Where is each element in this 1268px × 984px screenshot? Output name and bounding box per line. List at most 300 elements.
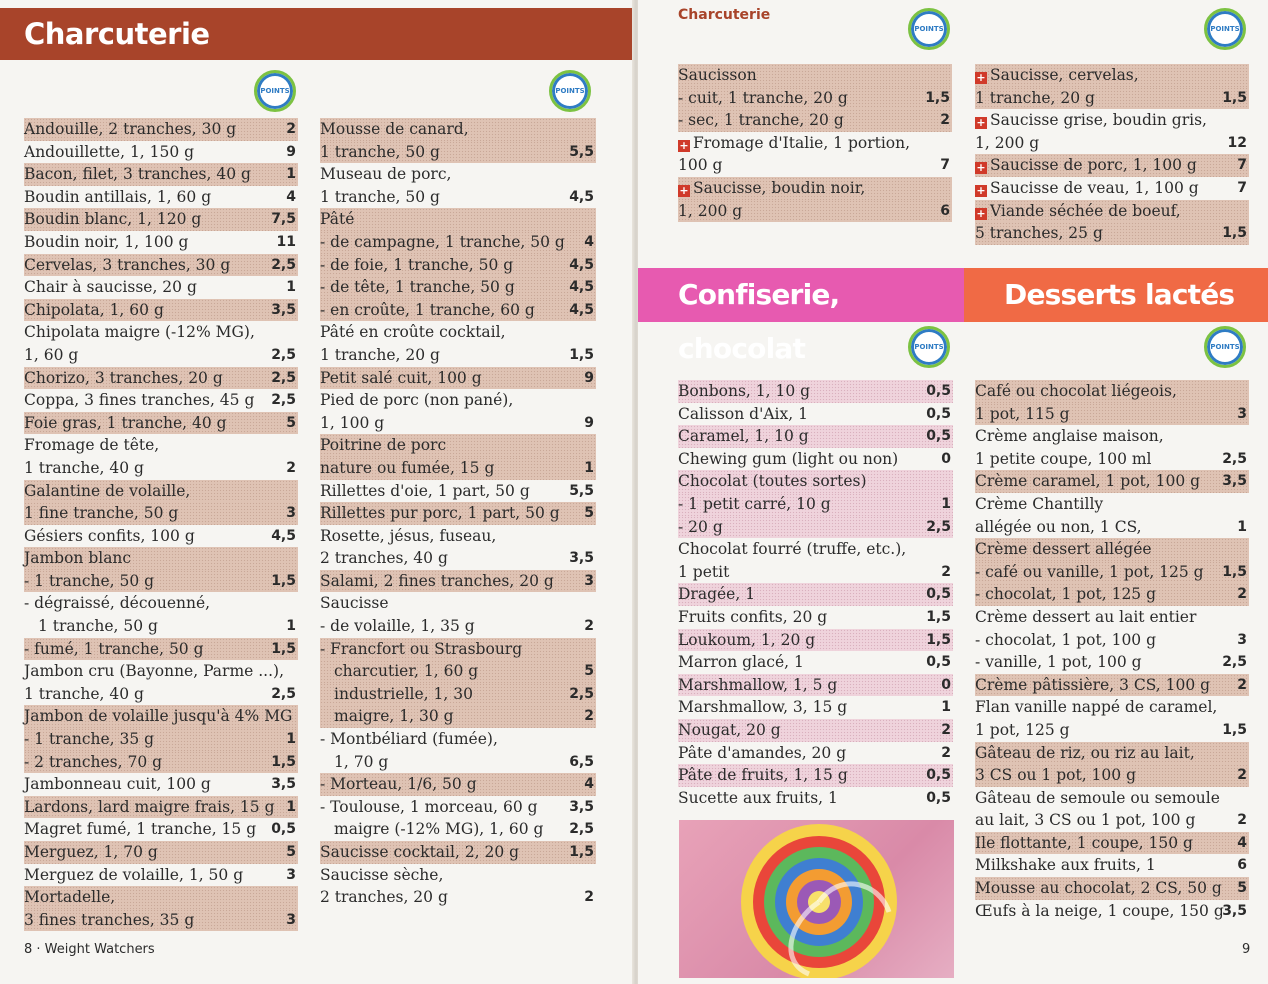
- item-label: [24, 344, 78, 367]
- list-item: [678, 651, 953, 674]
- list-item: [24, 186, 298, 209]
- item-label: [678, 764, 848, 787]
- item-text: 2 tranches, 20 g: [320, 888, 448, 907]
- points-value: 2,5: [1222, 450, 1247, 467]
- points-value: 3,5: [1222, 902, 1247, 919]
- list-item: [975, 403, 1249, 426]
- item-text: Flan vanille nappé de caramel,: [975, 698, 1218, 717]
- item-label: [678, 448, 898, 471]
- list-item: [975, 629, 1249, 652]
- item-text: Chipolata, 1, 60 g: [24, 300, 164, 319]
- item-label: [678, 674, 837, 697]
- item-text: Crème dessert au lait entier: [975, 607, 1197, 626]
- list-item: [678, 493, 953, 516]
- list-item: [678, 629, 953, 652]
- list-item: [320, 208, 596, 231]
- swiss-cross-icon: +: [679, 183, 689, 197]
- list-item: [320, 186, 596, 209]
- points-value: 1: [286, 279, 296, 296]
- item-text: - Montbéliard (fumée),: [320, 730, 498, 749]
- item-label: [678, 200, 742, 223]
- item-label: [975, 629, 1156, 652]
- list-item: [24, 276, 298, 299]
- list-item: [320, 886, 596, 909]
- item-label: [320, 841, 519, 864]
- points-value: 2,5: [271, 256, 296, 273]
- item-text: Saucisse, cervelas,: [990, 66, 1139, 84]
- page-folio: 9: [1242, 942, 1251, 957]
- item-text: 3 fines tranches, 35 g: [24, 910, 195, 929]
- item-label: [975, 764, 1136, 787]
- points-logo-icon: [549, 70, 591, 112]
- list-item: [24, 254, 298, 277]
- points-value: 2: [584, 618, 594, 635]
- points-value: 0,5: [926, 405, 951, 422]
- points-value: 2: [941, 721, 951, 738]
- points-value: 6,5: [569, 753, 594, 770]
- item-label: [975, 854, 1156, 877]
- item-label: [320, 525, 496, 548]
- item-label: [975, 561, 1204, 584]
- item-label: [678, 380, 810, 403]
- list-item: [678, 583, 953, 606]
- item-text: 1 petite coupe, 100 ml: [975, 449, 1152, 468]
- item-text: Merguez de volaille, 1, 50 g: [24, 865, 244, 884]
- list-item: [320, 434, 596, 457]
- list-item: [24, 728, 298, 751]
- list-item: [320, 344, 596, 367]
- points-value: 11: [276, 233, 296, 250]
- item-label: [320, 254, 513, 277]
- points-value: 3: [1237, 631, 1247, 648]
- points-value: 1,5: [569, 346, 594, 363]
- item-text: - de tête, 1 tranche, 50 g: [320, 278, 515, 297]
- list-item: [320, 502, 596, 525]
- item-text: Pâte d'amandes, 20 g: [678, 743, 847, 762]
- points-value: 4,5: [271, 527, 296, 544]
- item-text: Gâteau de riz, ou riz au lait,: [975, 743, 1195, 762]
- points-value: 4,5: [569, 256, 594, 273]
- list-item: [975, 64, 1249, 87]
- item-text: Jambon cru (Bayonne, Parme ...),: [24, 662, 285, 681]
- item-text: Boudin blanc, 1, 120 g: [24, 210, 202, 229]
- points-value: 0,5: [926, 383, 951, 399]
- list-item: [320, 570, 596, 593]
- list-item: [320, 864, 596, 887]
- food-list-column-2: [320, 118, 596, 909]
- item-label: [975, 516, 1142, 539]
- item-label: [24, 886, 115, 909]
- item-label: [24, 502, 178, 525]
- points-value: 1,5: [1222, 225, 1247, 242]
- list-item: [975, 854, 1249, 877]
- list-item: [975, 448, 1249, 471]
- list-item: [975, 132, 1249, 155]
- item-text: Rillettes pur porc, 1 part, 50 g: [320, 504, 560, 523]
- list-item: [24, 480, 298, 503]
- swiss-cross-icon: +: [976, 161, 986, 175]
- list-item: [24, 570, 298, 593]
- lollipop-photo: [679, 820, 954, 978]
- item-label: [678, 516, 723, 539]
- points-value: 5,5: [569, 143, 594, 160]
- points-value: 5,5: [569, 482, 594, 499]
- points-value: 2: [1237, 767, 1247, 784]
- swiss-cross-icon: +: [679, 138, 689, 152]
- list-item: [24, 592, 298, 615]
- item-text: - 1 tranche, 50 g: [24, 571, 155, 590]
- item-text: Fromage de tête,: [24, 436, 160, 455]
- item-label: [975, 651, 1142, 674]
- item-text: - 1 petit carré, 10 g: [678, 494, 831, 513]
- item-text: Calisson d'Aix, 1: [678, 404, 808, 423]
- points-value: 3: [584, 572, 594, 589]
- item-label: [975, 222, 1103, 245]
- list-item: [320, 705, 596, 728]
- list-item: [975, 696, 1249, 719]
- item-text: Gésiers confits, 100 g: [24, 526, 195, 545]
- item-label: [320, 163, 451, 186]
- item-label: [320, 570, 554, 593]
- logo-label: POINTS: [555, 87, 585, 95]
- item-label: [24, 457, 144, 480]
- item-text: Crème anglaise maison,: [975, 427, 1164, 446]
- item-text: - 1 tranche, 35 g: [24, 730, 155, 749]
- item-label: [320, 434, 446, 457]
- item-text: Salami, 2 fines tranches, 20 g: [320, 571, 554, 590]
- item-label: [320, 141, 440, 164]
- points-value: 2,5: [271, 369, 296, 386]
- list-item: [24, 163, 298, 186]
- list-item: [975, 606, 1249, 629]
- item-label: [24, 773, 211, 796]
- item-label: [24, 412, 227, 435]
- item-text: 1 tranche, 40 g: [24, 684, 144, 703]
- list-item: [320, 457, 596, 480]
- list-item: [24, 208, 298, 231]
- item-text: allégée ou non, 1 CS,: [975, 517, 1142, 536]
- points-value: 2,5: [569, 685, 594, 702]
- item-label: [320, 592, 389, 615]
- item-label: [24, 525, 195, 548]
- list-item: [975, 177, 1249, 200]
- item-text: Mousse au chocolat, 2 CS, 50 g: [975, 879, 1222, 898]
- item-label: [24, 547, 131, 570]
- item-text: Jambonneau cuit, 100 g: [24, 775, 211, 794]
- points-value: 1,5: [926, 608, 951, 625]
- item-label: [678, 403, 808, 426]
- item-text: Crème pâtissière, 3 CS, 100 g: [975, 675, 1211, 694]
- item-text: - de volaille, 1, 35 g: [320, 617, 475, 636]
- item-text: 1 tranche, 40 g: [24, 458, 144, 477]
- item-label: [678, 425, 809, 448]
- item-label: [678, 696, 847, 719]
- item-label: [24, 141, 194, 164]
- item-label: [678, 787, 838, 810]
- list-item: [975, 200, 1249, 223]
- item-text: Chorizo, 3 tranches, 20 g: [24, 368, 223, 387]
- points-value: 3: [1237, 405, 1247, 422]
- list-item: [24, 502, 298, 525]
- item-text: 1 tranche, 50 g: [320, 187, 440, 206]
- item-text: 1, 200 g: [678, 201, 743, 220]
- points-value: 1: [286, 798, 296, 815]
- list-item: [24, 615, 298, 638]
- points-value: 6: [940, 202, 950, 219]
- points-value: 4: [286, 188, 296, 205]
- points-value: 0,5: [926, 428, 951, 445]
- points-value: 0,5: [926, 767, 951, 784]
- item-label: [975, 425, 1164, 448]
- item-label: [24, 163, 251, 186]
- list-item: [975, 764, 1249, 787]
- item-text: Marshmallow, 1, 5 g: [678, 675, 838, 694]
- item-label: [975, 787, 1220, 810]
- item-label: [678, 132, 910, 155]
- item-text: - dégraissé, découenné,: [24, 594, 211, 613]
- item-label: [24, 480, 190, 503]
- item-text: Saucisse grise, boudin gris,: [990, 111, 1207, 130]
- points-value: 1,5: [1222, 563, 1247, 580]
- item-text: - 2 tranches, 70 g: [24, 752, 163, 771]
- item-text: 1 pot, 115 g: [975, 404, 1070, 423]
- list-item: [975, 425, 1249, 448]
- item-label: [975, 200, 1181, 223]
- points-value: 2: [1237, 812, 1247, 829]
- item-label: [678, 719, 781, 742]
- item-text: 1 tranche, 50 g: [38, 617, 158, 636]
- item-label: [975, 154, 1197, 177]
- item-text: Bacon, filet, 3 tranches, 40 g: [24, 165, 251, 184]
- list-item: [24, 231, 298, 254]
- list-item: [678, 606, 953, 629]
- item-text: - en croûte, 1 tranche, 60 g: [320, 300, 535, 319]
- list-item: [24, 773, 298, 796]
- item-label: [320, 502, 560, 525]
- item-text: 1, 100 g: [320, 413, 385, 432]
- points-value: 5: [1237, 880, 1247, 897]
- item-label: [24, 231, 188, 254]
- points-value: 1,5: [569, 844, 594, 860]
- item-text: Chocolat (toutes sortes): [678, 472, 867, 491]
- list-item: [975, 877, 1249, 900]
- points-value: 4,5: [569, 188, 594, 205]
- list-item: [975, 583, 1249, 606]
- item-label: [320, 886, 448, 909]
- item-text: Bonbons, 1, 10 g: [678, 382, 811, 400]
- item-label: [24, 276, 197, 299]
- list-item: [975, 538, 1249, 561]
- points-value: 7,5: [271, 211, 296, 228]
- points-value: 2: [286, 121, 296, 137]
- points-value: 7: [1237, 179, 1247, 196]
- item-text: Loukoum, 1, 20 g: [678, 630, 816, 649]
- item-text: maigre, 1, 30 g: [334, 707, 454, 726]
- points-value: 5: [286, 844, 296, 860]
- list-item: [24, 457, 298, 480]
- points-value: 9: [584, 369, 594, 386]
- list-item: [678, 787, 953, 810]
- list-item: [320, 525, 596, 548]
- list-item: [678, 403, 953, 426]
- item-label: [975, 177, 1199, 200]
- item-label: [24, 909, 194, 932]
- list-item: [24, 638, 298, 661]
- item-label: [320, 457, 494, 480]
- item-text: Chewing gum (light ou non): [678, 449, 899, 468]
- list-item: [24, 434, 298, 457]
- points-value: 2: [584, 889, 594, 906]
- list-item: [975, 742, 1249, 765]
- list-item: [975, 470, 1249, 493]
- item-label: [24, 118, 236, 141]
- item-label: [975, 583, 1156, 606]
- item-label: [320, 118, 469, 141]
- item-label: [678, 583, 755, 606]
- points-value: 3,5: [271, 301, 296, 318]
- item-label: [975, 809, 1195, 832]
- list-item: [975, 651, 1249, 674]
- item-label: [24, 434, 159, 457]
- item-text: Rosette, jésus, fuseau,: [320, 526, 497, 545]
- points-logo-icon: [1204, 326, 1246, 368]
- item-label: [320, 796, 538, 819]
- points-value: 9: [584, 414, 594, 431]
- list-item: [320, 367, 596, 390]
- item-text: Chocolat fourré (truffe, etc.),: [678, 540, 907, 559]
- points-value: 4: [1237, 834, 1247, 851]
- item-text: Saucisse: [320, 594, 389, 613]
- list-item: [24, 367, 298, 390]
- item-text: Ile flottante, 1 coupe, 150 g: [975, 833, 1193, 852]
- points-logo-icon: [1204, 8, 1246, 50]
- item-text: - fumé, 1 tranche, 50 g: [24, 639, 204, 658]
- list-item: [975, 154, 1249, 177]
- list-item: [320, 141, 596, 164]
- item-text: charcutier, 1, 60 g: [334, 662, 479, 681]
- list-item: [678, 674, 953, 697]
- item-label: [320, 547, 448, 570]
- item-text: 1 tranche, 20 g: [320, 345, 440, 364]
- item-label: [975, 448, 1152, 471]
- item-label: [24, 321, 255, 344]
- list-item: [975, 493, 1249, 516]
- item-text: - chocolat, 1 pot, 125 g: [975, 585, 1157, 604]
- item-label: [24, 570, 154, 593]
- list-item: [975, 674, 1249, 697]
- points-value: 2,5: [271, 346, 296, 363]
- desserts-list: [975, 380, 1249, 922]
- item-label: [320, 231, 565, 254]
- list-item: [975, 109, 1249, 132]
- item-label: [24, 615, 158, 638]
- item-text: Mortadelle,: [24, 888, 116, 907]
- points-value: 0,5: [926, 789, 951, 806]
- points-logo-icon: [254, 70, 296, 112]
- points-value: 2,5: [569, 821, 594, 838]
- points-value: 3,5: [271, 776, 296, 793]
- item-label: [24, 818, 256, 841]
- page-folio: 8 · Weight Watchers: [24, 942, 155, 957]
- item-label: [24, 728, 154, 751]
- list-item: [975, 222, 1249, 245]
- item-label: [24, 705, 292, 728]
- points-value: 7: [1237, 157, 1247, 174]
- item-text: Sucette aux fruits, 1: [678, 788, 838, 807]
- item-text: Boudin antillais, 1, 60 g: [24, 187, 212, 206]
- item-label: [975, 742, 1195, 765]
- list-item: [24, 751, 298, 774]
- item-text: Magret fumé, 1 tranche, 15 g: [24, 820, 257, 839]
- logo-label: POINTS: [260, 87, 290, 95]
- points-value: 7: [940, 157, 950, 174]
- list-item: [320, 683, 596, 706]
- item-label: [320, 818, 543, 841]
- item-text: 1 pot, 125 g: [975, 720, 1070, 739]
- list-item: [975, 900, 1249, 923]
- list-item: [975, 561, 1249, 584]
- points-value: 2: [940, 112, 950, 129]
- list-item: [678, 154, 952, 177]
- points-value: 1: [941, 699, 951, 716]
- item-text: Milkshake aux fruits, 1: [975, 856, 1156, 875]
- list-item: [678, 177, 952, 200]
- item-text: Foie gras, 1 tranche, 40 g: [24, 413, 227, 432]
- list-item: [24, 321, 298, 344]
- list-item: [678, 448, 953, 471]
- item-text: Fromage d'Italie, 1 portion,: [693, 133, 911, 152]
- item-label: [678, 538, 906, 561]
- list-item: [320, 728, 596, 751]
- item-text: au lait, 3 CS ou 1 pot, 100 g: [975, 811, 1196, 830]
- points-value: 3,5: [1222, 473, 1247, 490]
- points-value: 1,5: [1222, 721, 1247, 738]
- list-item: [678, 200, 952, 223]
- item-label: [24, 389, 254, 412]
- item-label: [24, 638, 204, 661]
- points-value: 1: [941, 495, 951, 512]
- list-item: [678, 64, 952, 87]
- item-text: nature ou fumée, 15 g: [320, 458, 495, 477]
- list-item: [975, 516, 1249, 539]
- points-value: 2: [941, 744, 951, 761]
- points-value: 5: [584, 663, 594, 680]
- item-label: [678, 87, 848, 110]
- item-label: [678, 470, 867, 493]
- points-value: 3,5: [569, 798, 594, 815]
- item-text: 2 tranches, 40 g: [320, 549, 448, 568]
- item-text: - Francfort ou Strasbourg: [320, 639, 523, 658]
- item-label: [24, 841, 158, 864]
- logo-label: POINTS: [914, 343, 944, 351]
- item-label: [320, 615, 475, 638]
- item-text: Lardons, lard maigre frais, 15 g: [24, 797, 275, 816]
- points-value: 1,5: [1222, 89, 1247, 106]
- item-text: Viande séchée de boeuf,: [990, 201, 1181, 220]
- item-text: Jambon blanc: [24, 549, 132, 568]
- list-item: [320, 660, 596, 683]
- list-item: [678, 764, 953, 787]
- list-item: [24, 864, 298, 887]
- item-label: [320, 299, 535, 322]
- item-label: [24, 864, 243, 887]
- item-label: [975, 132, 1039, 155]
- item-text: Chipolata maigre (-12% MG),: [24, 323, 255, 342]
- points-value: 12: [1227, 134, 1247, 151]
- points-value: 5: [584, 505, 594, 522]
- list-item: [678, 538, 953, 561]
- list-item: [24, 841, 298, 864]
